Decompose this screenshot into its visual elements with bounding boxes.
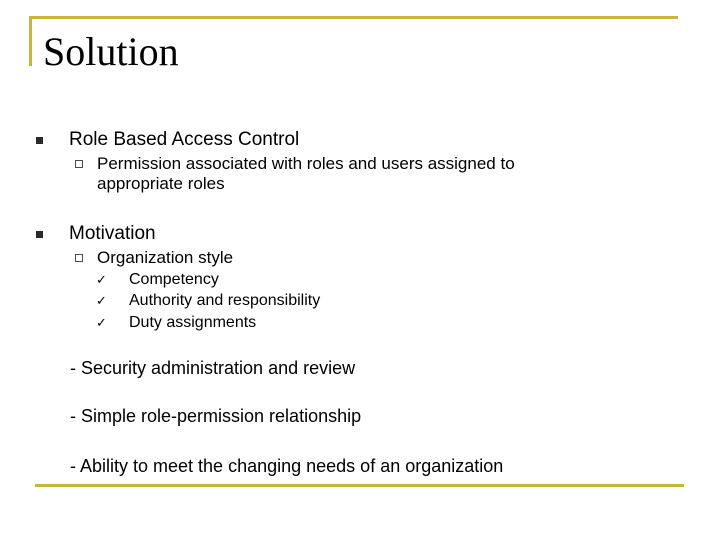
square-bullet-icon (36, 231, 43, 238)
slide-title: Solution (43, 29, 179, 74)
section-heading-motivation: Motivation (69, 223, 156, 244)
check-item-duty: Duty assignments (129, 314, 257, 331)
frame-bottom-rule (35, 484, 684, 487)
hollow-square-bullet-icon (75, 254, 83, 262)
check-item-competency: Competency (129, 271, 219, 288)
section-heading-rbac: Role Based Access Control (69, 129, 300, 150)
dash-item-changing-needs: - Ability to meet the changing needs of an organization (70, 456, 504, 476)
sub-item-line-2: appropriate roles (97, 174, 225, 193)
check-icon: ✓ (96, 272, 107, 287)
sub-item-line-1: Permission associated with roles and users assigned to (97, 154, 515, 173)
frame-top-rule (29, 16, 678, 19)
dash-item-security: - Security administration and review (70, 358, 356, 378)
square-bullet-icon (36, 137, 43, 144)
sub-item-organization-style: Organization style (97, 248, 234, 267)
check-icon: ✓ (96, 315, 107, 330)
check-item-authority: Authority and responsibility (129, 292, 321, 309)
frame-left-rule (29, 16, 32, 66)
dash-item-simple-role: - Simple role-permission relationship (70, 406, 362, 426)
hollow-square-bullet-icon (75, 160, 83, 168)
check-icon: ✓ (96, 293, 107, 308)
